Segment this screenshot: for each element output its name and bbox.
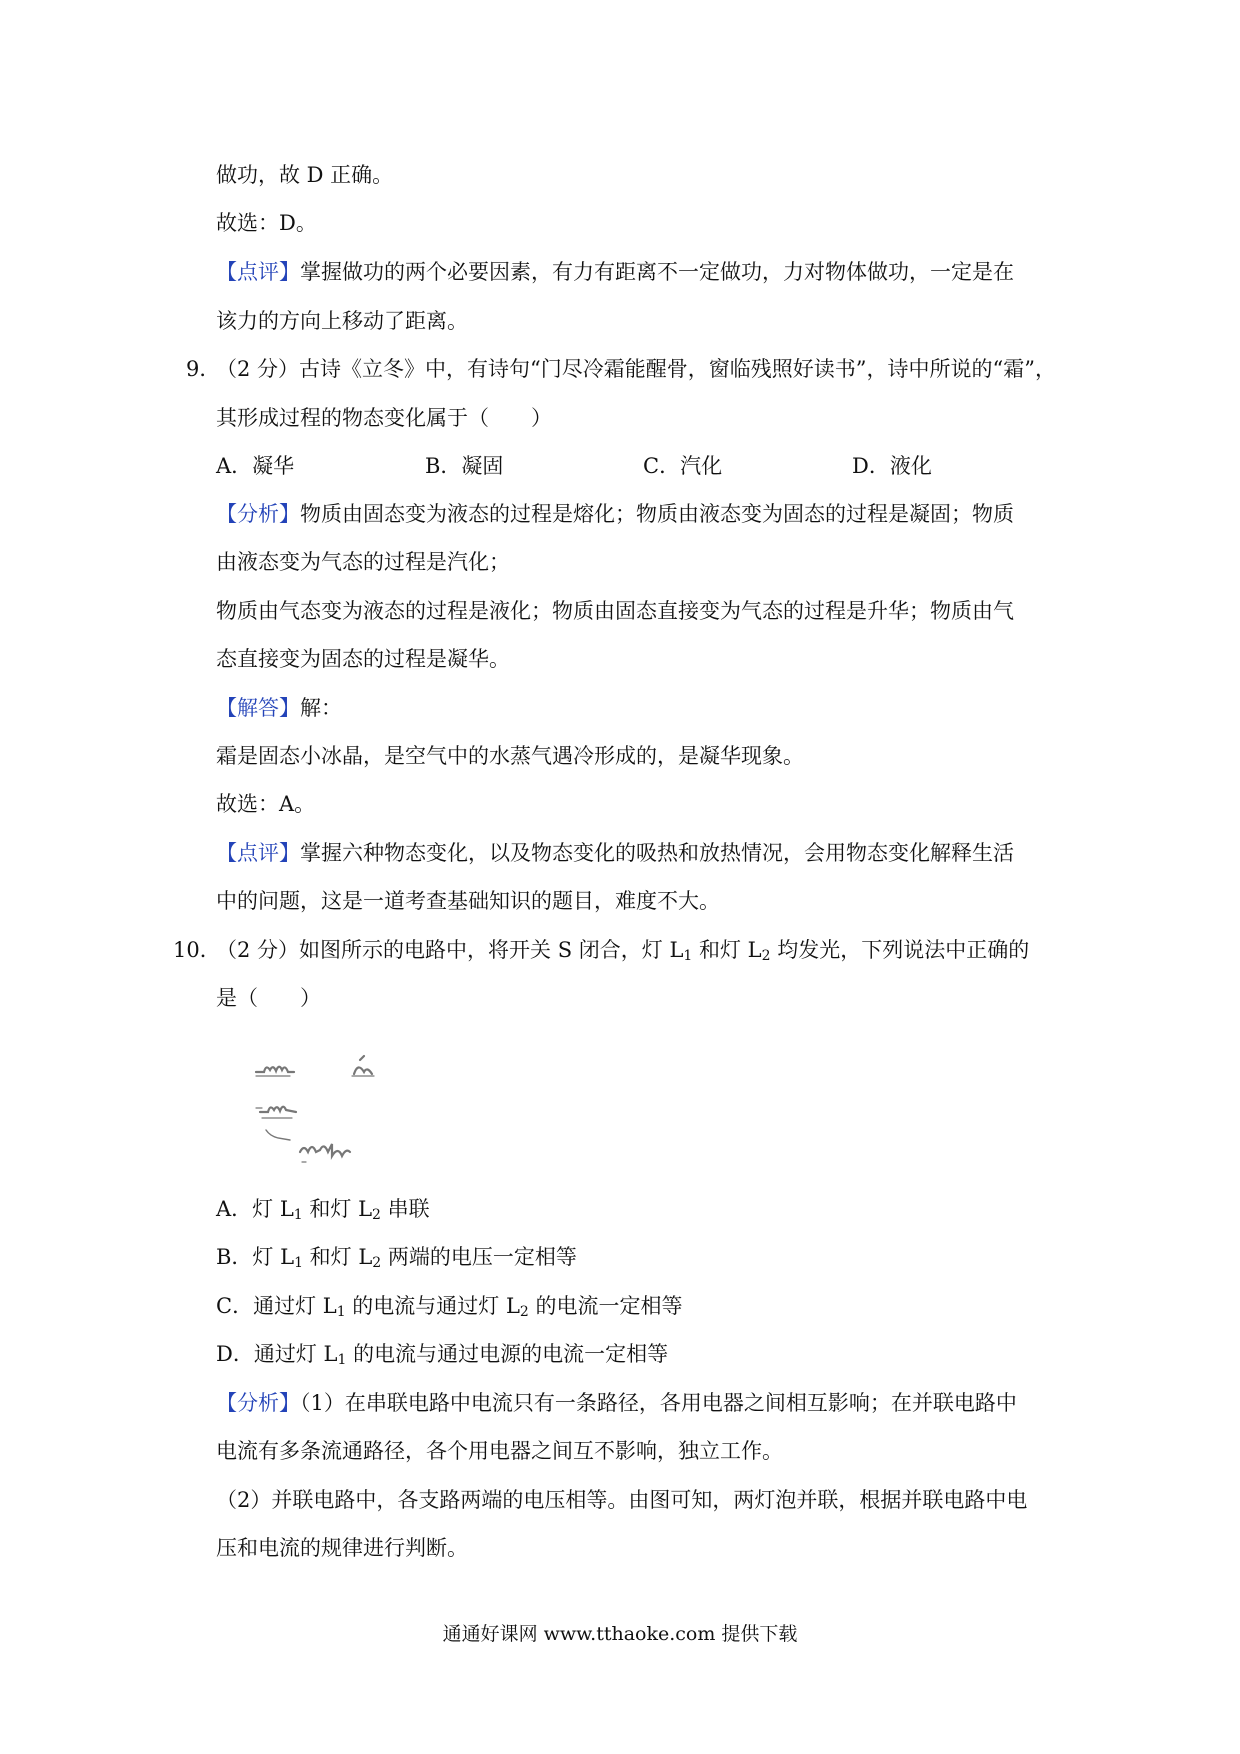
q9-stem-line-2: 其形成过程的物态变化属于（ ） [216, 406, 552, 430]
q9-option-a: A．凝华 [216, 454, 295, 478]
stem-text: 均发光，下列说法中正确的 [770, 938, 1030, 962]
page-footer: 通通好课网 www.tthaoke.com 提供下载 [442, 1623, 798, 1645]
subscript: 2 [519, 1304, 529, 1320]
q10-stem-line-1 [216, 935, 1029, 971]
option-text: B．灯 L [216, 1245, 295, 1269]
q9-analysis-line-4: 态直接变为固态的过程是凝华。 [216, 647, 510, 671]
option-text: 的电流一定相等 [528, 1294, 683, 1318]
analysis-text: 物质由固态变为液态的过程是熔化；物质由液态变为固态的过程是凝固；物质 [300, 502, 1014, 526]
analysis-tag: 【分析】 [216, 502, 300, 526]
q9-analysis-line-1 [216, 499, 1014, 529]
q9-analysis-line-2: 由液态变为气态的过程是汽化； [216, 550, 510, 574]
solution-text: 解： [300, 696, 342, 720]
q10-analysis-line-3: （2）并联电路中，各支路两端的电压相等。由图可知，两灯泡并联，根据并联电路中电 [216, 1488, 1028, 1512]
q10-option-a [216, 1194, 430, 1230]
comment-text: 掌握做功的两个必要因素，有力有距离不一定做功，力对物体做功，一定是在 [300, 260, 1014, 284]
q9-stem-line-1: （2 分）古诗《立冬》中，有诗句“门尽冷霜能醒骨，窗临残照好读书”，诗中所说的“霜”， [216, 357, 1056, 381]
option-text: D．通过灯 L [216, 1342, 338, 1366]
solution-tag: 【解答】 [216, 696, 300, 720]
q10-analysis-line-2: 电流有多条流通路径，各个用电器之间互不影响，独立工作。 [216, 1439, 783, 1463]
subscript: 1 [336, 1304, 346, 1320]
comment-text: 掌握六种物态变化，以及物态变化的吸热和放热情况，会用物态变化解释生活 [300, 841, 1014, 865]
q10-analysis-line-1 [216, 1388, 1017, 1418]
option-text: 串联 [380, 1197, 430, 1221]
q8-comment-line-2: 该力的方向上移动了距离。 [216, 309, 468, 333]
q9-answer: 故选：A。 [216, 792, 316, 816]
q9-analysis-line-3: 物质由气态变为液态的过程是液化；物质由固态直接变为气态的过程是升华；物质由气 [216, 599, 1014, 623]
q10-stem-line-2: 是（ ） [216, 986, 321, 1010]
q9-number: 9． [186, 357, 221, 381]
subscript: 1 [683, 948, 693, 964]
stem-text: （2 分）如图所示的电路中，将开关 S 闭合，灯 L [216, 938, 684, 962]
q9-option-c: C．汽化 [643, 454, 723, 478]
q10-option-c [216, 1291, 683, 1327]
option-text: 和灯 L [302, 1245, 373, 1269]
analysis-tag: 【分析】 [216, 1391, 300, 1415]
q9-option-d: D．液化 [852, 454, 932, 478]
q9-comment-line-1 [216, 838, 1014, 868]
option-text: 两端的电压一定相等 [381, 1245, 577, 1269]
comment-tag: 【点评】 [216, 841, 300, 865]
option-text: 和灯 L [302, 1197, 373, 1221]
option-text: 的电流与通过电源的电流一定相等 [346, 1342, 669, 1366]
subscript: 1 [337, 1352, 347, 1368]
subscript: 2 [372, 1207, 381, 1223]
q9-comment-line-2: 中的问题，这是一道考查基础知识的题目，难度不大。 [216, 889, 720, 913]
circuit-diagram-image [246, 1052, 406, 1182]
q8-answer: 故选：D。 [216, 211, 317, 235]
option-text: 的电流与通过灯 L [345, 1294, 520, 1318]
stem-text: 和灯 L [692, 938, 762, 962]
subscript: 2 [372, 1255, 382, 1271]
q10-option-d [216, 1339, 668, 1375]
q8-continuation: 做功，故 D 正确。 [216, 163, 394, 187]
option-text: C．通过灯 L [216, 1294, 337, 1318]
subscript: 1 [294, 1255, 303, 1271]
analysis-text: （1）在串联电路中电流只有一条路径，各用电器之间相互影响；在并联电路中 [300, 1391, 1017, 1415]
q9-solution-line-1 [216, 693, 342, 723]
option-text: A．灯 L [216, 1197, 294, 1221]
q9-solution-line-2: 霜是固态小冰晶，是空气中的水蒸气遇冷形成的，是凝华现象。 [216, 744, 804, 768]
subscript: 2 [761, 948, 771, 964]
q10-option-b [216, 1242, 577, 1278]
q10-analysis-line-4: 压和电流的规律进行判断。 [216, 1536, 468, 1560]
q9-option-b: B．凝固 [425, 454, 504, 478]
comment-tag: 【点评】 [216, 260, 300, 284]
subscript: 1 [293, 1207, 303, 1223]
q10-number: 10． [173, 938, 221, 962]
q8-comment-line-1 [216, 257, 1014, 287]
